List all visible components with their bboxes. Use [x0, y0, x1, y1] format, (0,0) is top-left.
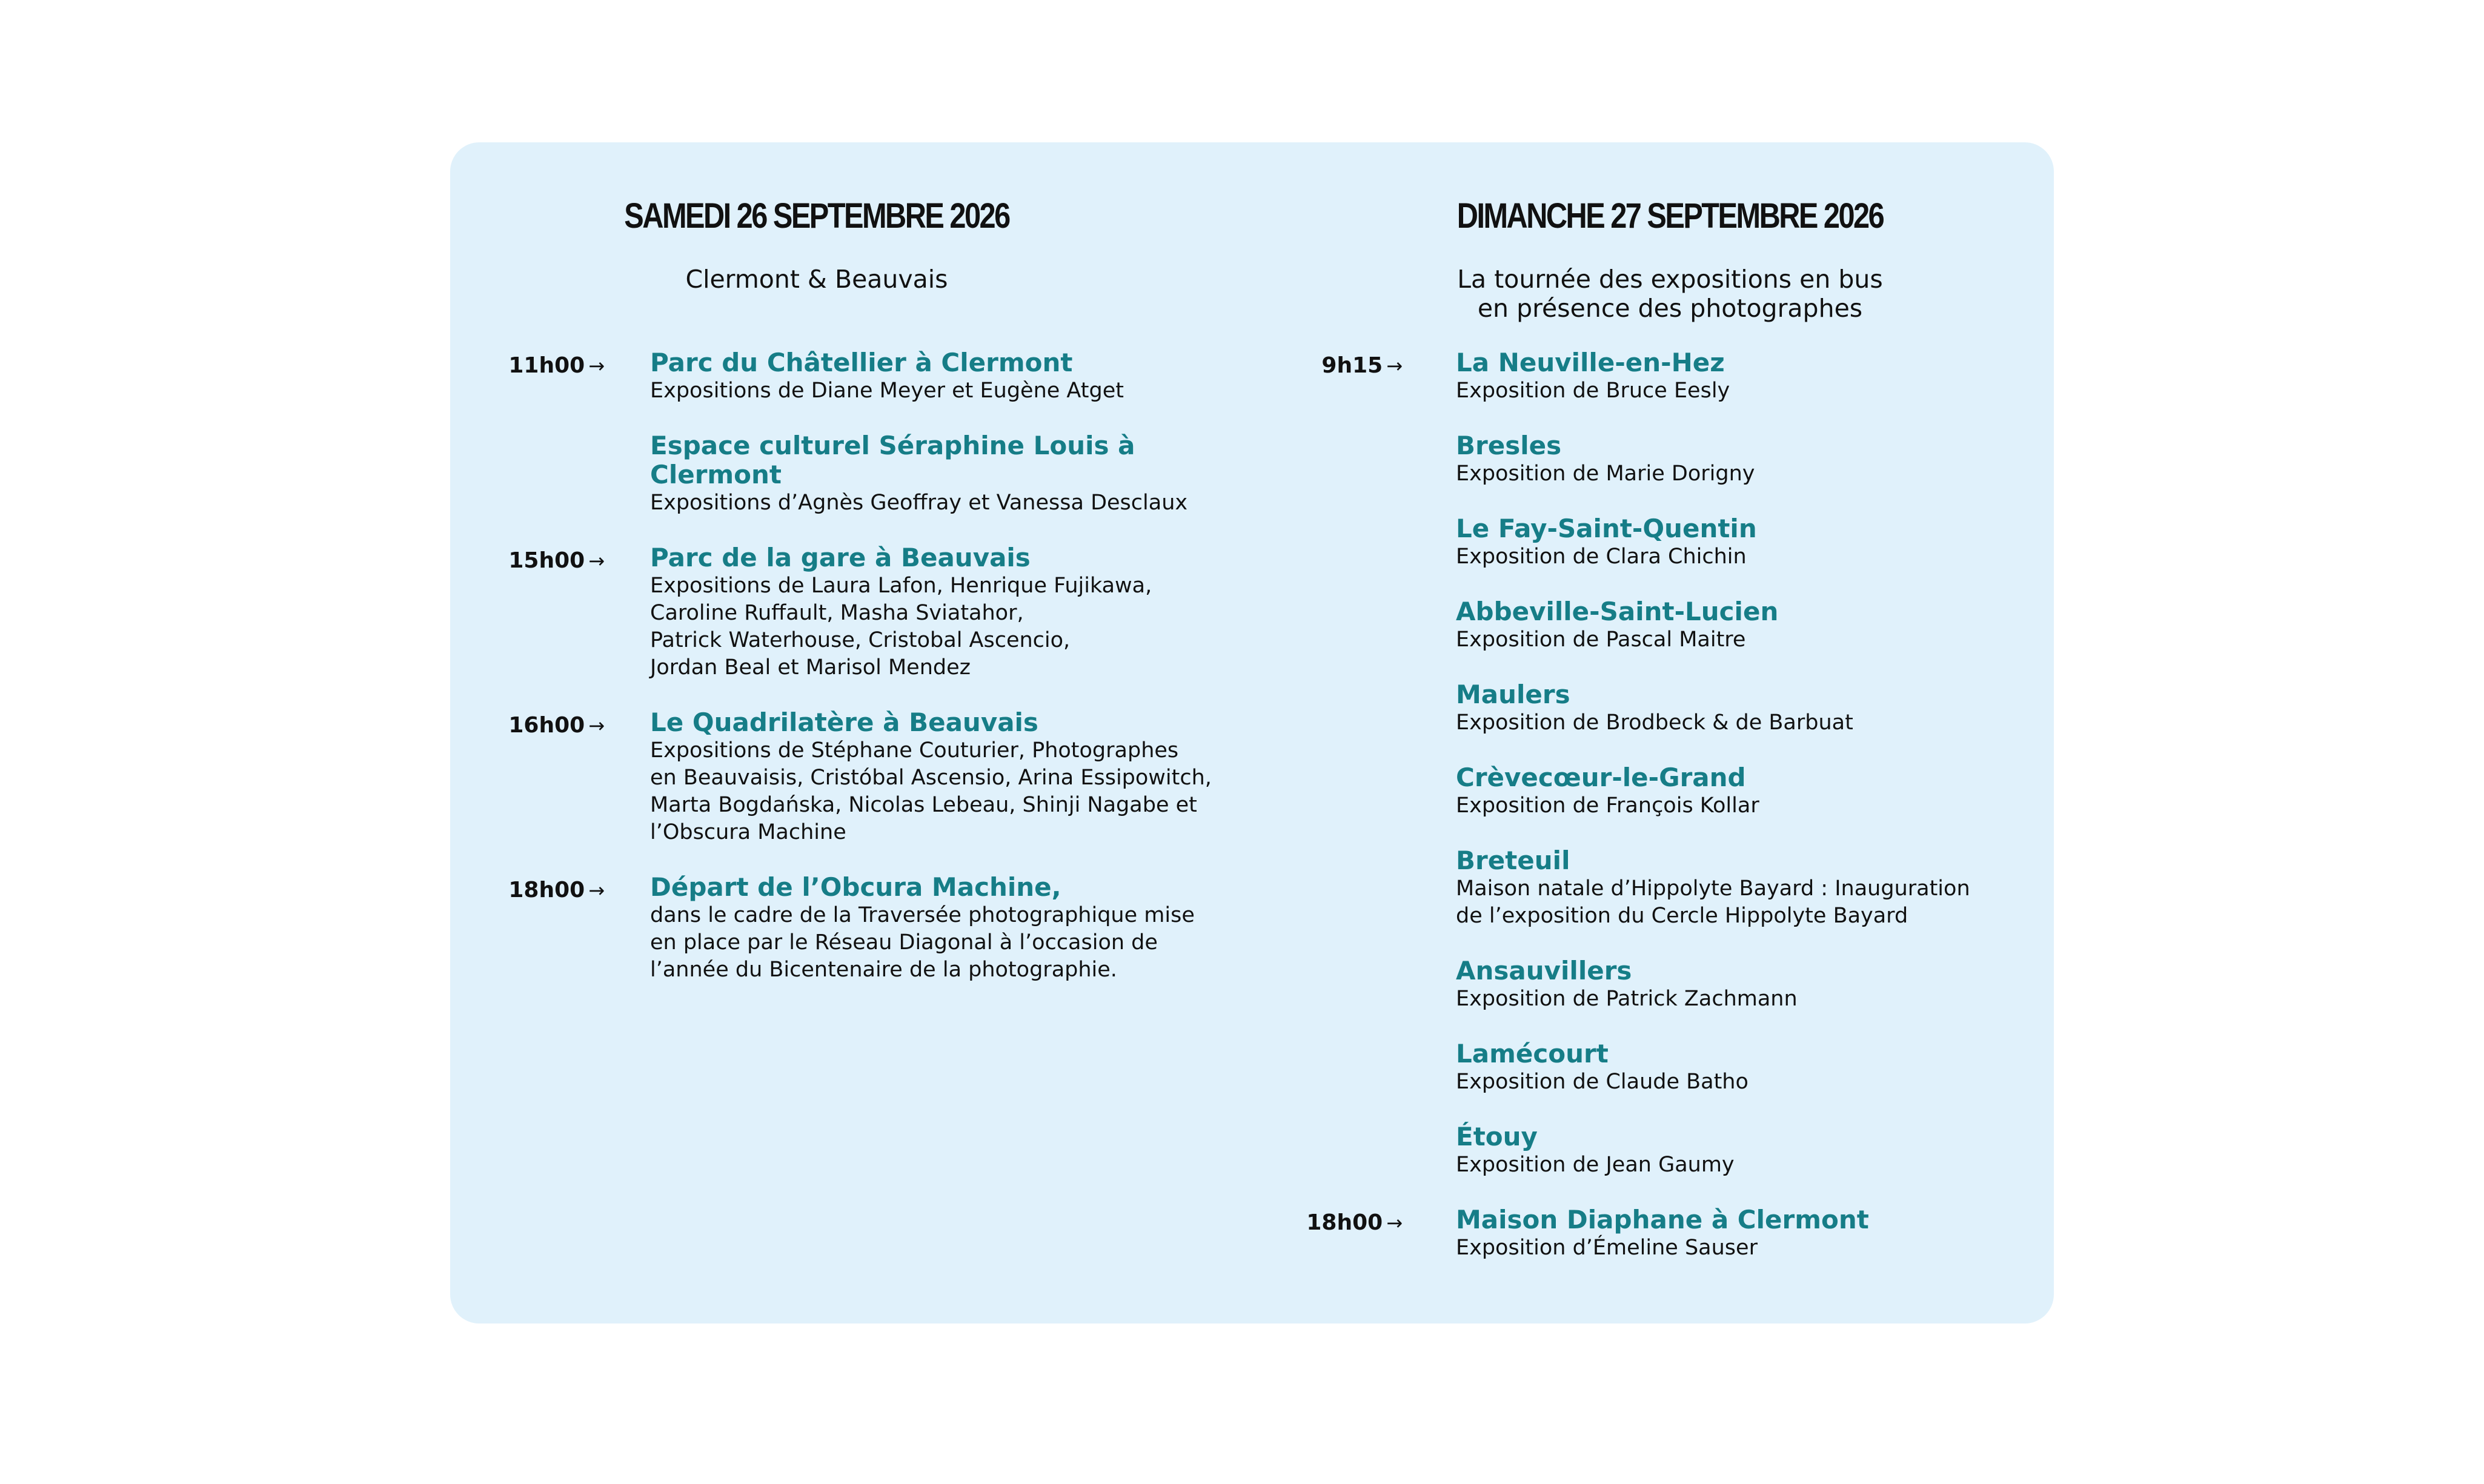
entry-time: [508, 878, 605, 903]
entry-description: Exposition de Brodbeck & de Barbuat: [1456, 711, 1853, 735]
entry-place: Le Fay-Saint-Quentin: [1456, 514, 1757, 543]
schedule-entry: [1250, 763, 2054, 820]
entry-description: Exposition de Bruce Eesly: [1456, 379, 1730, 403]
entry-time-label: 11h00: [508, 353, 585, 378]
sunday-entries: [1250, 348, 2054, 1288]
entry-place: Départ de l’Obcura Machine,: [650, 872, 1061, 902]
entry-description: Maison natale d’Hippolyte Bayard : Inauguration de l’exposition du Cercle Hippolyte Bayard: [1456, 876, 1970, 928]
schedule-entry: [450, 543, 1250, 681]
entry-place: Lamécourt: [1456, 1039, 1609, 1068]
entry-description: Exposition de Patrick Zachmann: [1456, 987, 1798, 1011]
arrow-right-icon: →: [588, 879, 605, 902]
saturday-title: SAMEDI 26 SEPTEMBRE 2026: [624, 196, 1009, 236]
entry-body: [650, 543, 1226, 681]
entry-body: [1456, 680, 2037, 737]
arrow-right-icon: →: [588, 549, 605, 572]
arrow-right-icon: →: [1386, 354, 1403, 377]
schedule-entry: [1250, 680, 2054, 737]
entry-time-label: 16h00: [508, 713, 585, 738]
schedule-entry: [1250, 956, 2054, 1013]
schedule-entry: [450, 348, 1250, 405]
entry-time-label: 18h00: [1306, 1210, 1383, 1235]
entry-time-label: 9h15: [1321, 353, 1383, 378]
entry-time: [508, 353, 605, 378]
entry-body: [1456, 597, 2037, 654]
schedule-entry: [1250, 1122, 2054, 1179]
entry-description: Expositions de Laura Lafon, Henrique Fujikawa, Caroline Ruffault, Masha Sviatahor, Patrick Waterhouse, Cristobal Ascencio, Jordan Beal et Marisol Mendez: [650, 574, 1152, 680]
entry-body: [650, 348, 1226, 405]
entry-body: [1456, 1122, 2037, 1179]
entry-time: [508, 548, 605, 573]
entry-description: dans le cadre de la Traversée photographique mise en place par le Réseau Diagonal à l’occasion de l’année du Bicentenaire de la photographie.: [650, 903, 1195, 982]
schedule-entry: [1250, 514, 2054, 571]
entry-description: Exposition de Claude Batho: [1456, 1070, 1748, 1094]
sunday-column: [1250, 142, 2054, 1323]
entry-place: Bresles: [1456, 431, 1562, 460]
entry-body: [1456, 956, 2037, 1013]
saturday-entries: [450, 348, 1250, 1010]
arrow-right-icon: →: [588, 354, 605, 377]
entry-place: Maulers: [1456, 680, 1570, 709]
sunday-subtitle: La tournée des expositions en bus en présence des photographes: [1457, 265, 1883, 323]
entry-time: [1321, 353, 1403, 378]
entry-body: [1456, 1039, 2037, 1096]
schedule-entry: [1250, 846, 2054, 930]
entry-body: [1456, 1205, 2037, 1262]
entry-description: Expositions d’Agnès Geoffray et Vanessa Desclaux: [650, 491, 1188, 515]
saturday-column: [450, 142, 1250, 1323]
entry-description: Exposition de Jean Gaumy: [1456, 1153, 1735, 1177]
schedule-entry: [1250, 348, 2054, 405]
arrow-right-icon: →: [1386, 1211, 1403, 1234]
entry-time: [1306, 1210, 1403, 1235]
entry-description: Expositions de Diane Meyer et Eugène Atget: [650, 379, 1124, 403]
entry-place: Crèvecœur-le-Grand: [1456, 763, 1746, 792]
schedule-entry: [1250, 597, 2054, 654]
entry-place: Espace culturel Séraphine Louis à Clermont: [650, 431, 1135, 489]
entry-description: Exposition de François Kollar: [1456, 793, 1759, 818]
program-panel: [450, 142, 2054, 1323]
entry-place: Parc de la gare à Beauvais: [650, 543, 1031, 572]
entry-place: Le Quadrilatère à Beauvais: [650, 707, 1038, 737]
entry-place: Étouy: [1456, 1122, 1538, 1151]
entry-place: Ansauvillers: [1456, 956, 1632, 985]
schedule-entry: [450, 708, 1250, 846]
sunday-title: DIMANCHE 27 SEPTEMBRE 2026: [1456, 196, 1884, 236]
entry-body: [1456, 348, 2037, 405]
entry-body: [650, 873, 1226, 984]
entry-description: Expositions de Stéphane Couturier, Photographes en Beauvaisis, Cristóbal Ascensio, Arina Essipowitch, Marta Bogdańska, Nicolas Lebeau, Shinji Nagabe et l’Obscura Machine: [650, 738, 1212, 844]
entry-body: [1456, 431, 2037, 488]
entry-place: Maison Diaphane à Clermont: [1456, 1205, 1869, 1234]
entry-body: [1456, 514, 2037, 571]
schedule-entry: [1250, 1205, 2054, 1262]
entry-place: Parc du Châtellier à Clermont: [650, 348, 1073, 377]
entry-body: [1456, 763, 2037, 820]
schedule-entry: [450, 431, 1250, 517]
entry-description: Exposition de Pascal Maitre: [1456, 628, 1746, 652]
saturday-subtitle: Clermont & Beauvais: [685, 265, 948, 294]
arrow-right-icon: →: [588, 714, 605, 737]
entry-time: [508, 713, 605, 738]
entry-time-label: 15h00: [508, 548, 585, 573]
entry-place: Breteuil: [1456, 846, 1570, 875]
entry-description: Exposition d’Émeline Sauser: [1456, 1236, 1758, 1260]
schedule-entry: [450, 873, 1250, 984]
entry-place: Abbeville-Saint-Lucien: [1456, 597, 1779, 626]
entry-body: [650, 431, 1226, 517]
entry-description: Exposition de Clara Chichin: [1456, 545, 1747, 569]
entry-body: [1456, 846, 2037, 930]
entry-description: Exposition de Marie Dorigny: [1456, 462, 1755, 486]
entry-body: [650, 708, 1226, 846]
schedule-entry: [1250, 1039, 2054, 1096]
entry-place: La Neuville-en-Hez: [1456, 348, 1725, 377]
schedule-entry: [1250, 431, 2054, 488]
entry-time-label: 18h00: [508, 878, 585, 903]
